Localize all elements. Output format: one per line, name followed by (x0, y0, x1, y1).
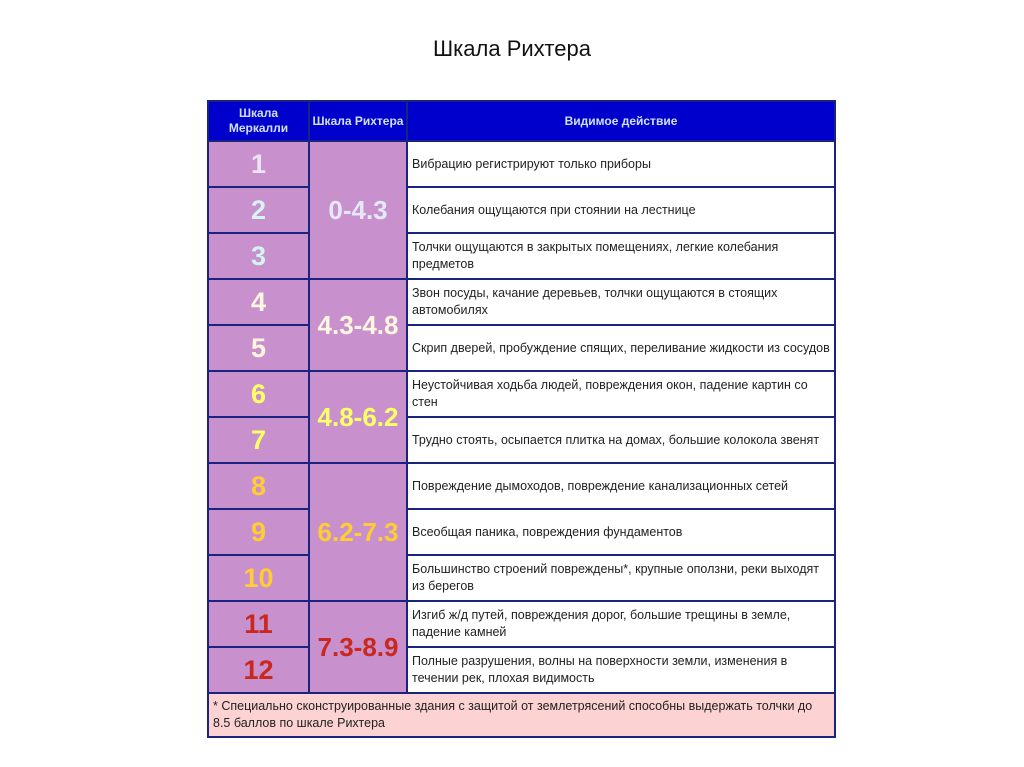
richter-range: 4.3-4.8 (309, 279, 407, 371)
table-row (208, 371, 835, 417)
effect-description: Колебания ощущаются при стоянии на лестнице (407, 187, 835, 233)
mercalli-value: 11 (208, 601, 309, 647)
table-row (208, 647, 835, 693)
mercalli-value: 6 (208, 371, 309, 417)
richter-range: 7.3-8.9 (309, 601, 407, 693)
table-row (208, 141, 835, 187)
table-header-row (208, 101, 835, 141)
table-row (208, 509, 835, 555)
richter-range: 6.2-7.3 (309, 463, 407, 601)
table-row (208, 555, 835, 601)
header-effect: Видимое действие (407, 101, 835, 141)
footnote: * Специально сконструированные здания с защитой от землетрясений способны выдержать толчки до 8.5 баллов по шкале Рихтера (208, 693, 835, 737)
effect-description: Скрип дверей, пробуждение спящих, переливание жидкости из сосудов (407, 325, 835, 371)
mercalli-value: 1 (208, 141, 309, 187)
table-row (208, 601, 835, 647)
mercalli-value: 7 (208, 417, 309, 463)
table-row (208, 417, 835, 463)
table-row (208, 279, 835, 325)
effect-description: Всеобщая паника, повреждения фундаментов (407, 509, 835, 555)
page-title: Шкала Рихтера (433, 36, 591, 61)
table-row (208, 325, 835, 371)
mercalli-value: 12 (208, 647, 309, 693)
mercalli-value: 3 (208, 233, 309, 279)
table-row (208, 233, 835, 279)
effect-description: Большинство строений повреждены*, крупные оползни, реки выходят из берегов (407, 555, 835, 601)
effect-description: Полные разрушения, волны на поверхности земли, изменения в течении рек, плохая видимость (407, 647, 835, 693)
header-mercalli: Шкала Меркалли (208, 101, 309, 141)
mercalli-value: 10 (208, 555, 309, 601)
effect-description: Звон посуды, качание деревьев, толчки ощущаются в стоящих автомобилях (407, 279, 835, 325)
effect-description: Изгиб ж/д путей, повреждения дорог, большие трещины в земле, падение камней (407, 601, 835, 647)
effect-description: Вибрацию регистрируют только приборы (407, 141, 835, 187)
table-row (208, 187, 835, 233)
richter-scale-table (207, 100, 836, 738)
mercalli-value: 9 (208, 509, 309, 555)
header-richter: Шкала Рихтера (309, 101, 407, 141)
mercalli-value: 4 (208, 279, 309, 325)
richter-range: 0-4.3 (309, 141, 407, 279)
effect-description: Толчки ощущаются в закрытых помещениях, легкие колебания предметов (407, 233, 835, 279)
mercalli-value: 5 (208, 325, 309, 371)
effect-description: Повреждение дымоходов, повреждение канализационных сетей (407, 463, 835, 509)
effect-description: Трудно стоять, осыпается плитка на домах, большие колокола звенят (407, 417, 835, 463)
effect-description: Неустойчивая ходьба людей, повреждения окон, падение картин со стен (407, 371, 835, 417)
mercalli-value: 8 (208, 463, 309, 509)
table-row (208, 463, 835, 509)
richter-range: 4.8-6.2 (309, 371, 407, 463)
mercalli-value: 2 (208, 187, 309, 233)
